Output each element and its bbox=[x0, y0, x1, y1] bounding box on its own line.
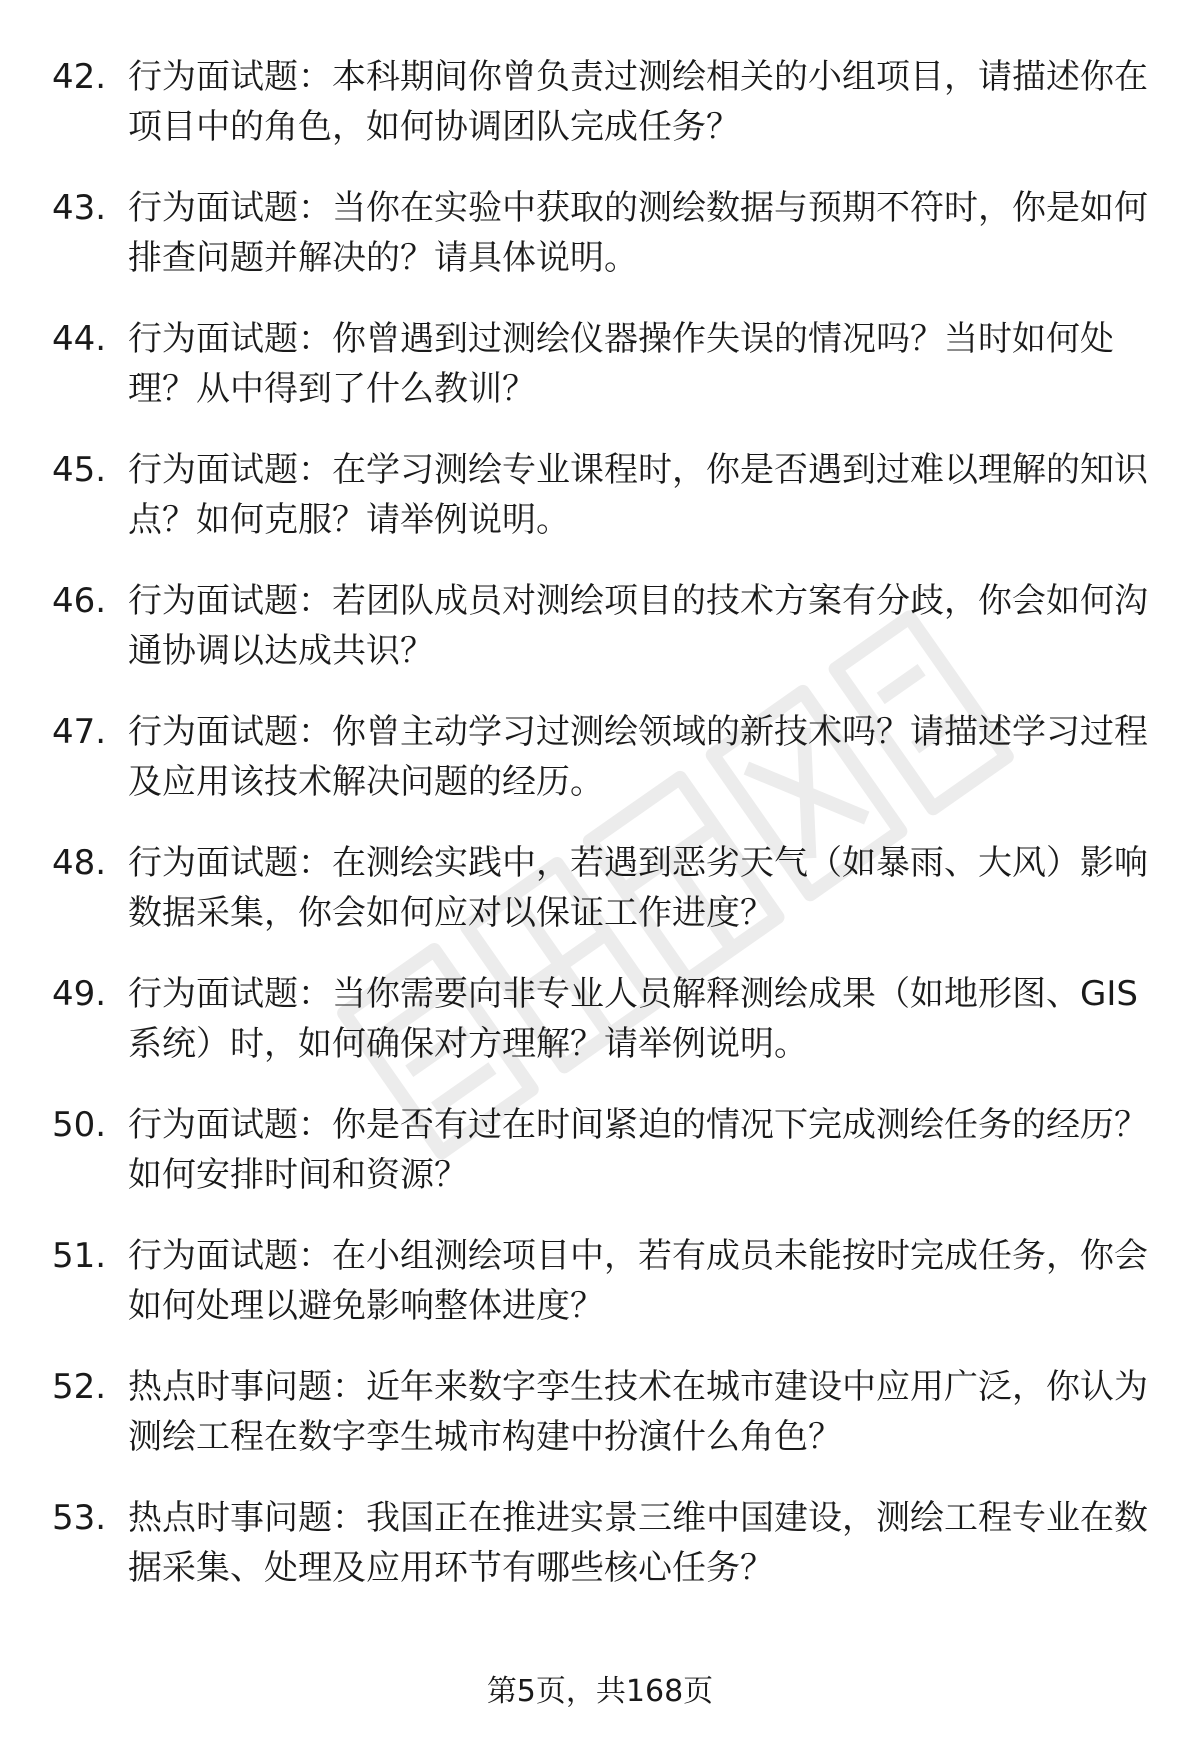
question-number: 50. bbox=[52, 1105, 107, 1145]
question-item bbox=[52, 838, 1152, 969]
question-item bbox=[52, 445, 1152, 576]
question-item bbox=[52, 314, 1152, 445]
question-text: 行为面试题：你曾遇到过测绘仪器操作失误的情况吗？当时如何处理？从中得到了什么教训？ bbox=[128, 319, 1114, 409]
question-item bbox=[52, 1362, 1152, 1493]
question-item bbox=[52, 1231, 1152, 1362]
question-number: 45. bbox=[52, 450, 107, 490]
question-text: 热点时事问题：近年来数字孪生技术在城市建设中应用广泛，你认为测绘工程在数字孪生城市构建中扮演什么角色？ bbox=[128, 1367, 1148, 1457]
question-text: 行为面试题：你是否有过在时间紧迫的情况下完成测绘任务的经历？如何安排时间和资源？ bbox=[128, 1105, 1148, 1195]
question-text: 行为面试题：若团队成员对测绘项目的技术方案有分歧，你会如何沟通协调以达成共识？ bbox=[128, 581, 1148, 671]
question-text: 行为面试题：在测绘实践中，若遇到恶劣天气（如暴雨、大风）影响数据采集，你会如何应对以保证工作进度？ bbox=[128, 843, 1148, 933]
question-number: 49. bbox=[52, 974, 107, 1014]
question-item bbox=[52, 183, 1152, 314]
question-number: 51. bbox=[52, 1236, 107, 1276]
question-number: 47. bbox=[52, 712, 107, 752]
question-text: 行为面试题：当你需要向非专业人员解释测绘成果（如地形图、GIS系统）时，如何确保对方理解？请举例说明。 bbox=[128, 974, 1138, 1064]
question-number: 53. bbox=[52, 1498, 107, 1538]
question-item bbox=[52, 52, 1152, 183]
question-text: 行为面试题：在学习测绘专业课程时，你是否遇到过难以理解的知识点？如何克服？请举例说明。 bbox=[128, 450, 1148, 540]
question-item bbox=[52, 576, 1152, 707]
question-number: 52. bbox=[52, 1367, 107, 1407]
question-number: 42. bbox=[52, 57, 107, 97]
page-footer: 第5页，共168页 bbox=[486, 1674, 714, 1709]
question-number: 46. bbox=[52, 581, 107, 621]
question-item bbox=[52, 969, 1152, 1100]
question-text: 热点时事问题：我国正在推进实景三维中国建设，测绘工程专业在数据采集、处理及应用环节有哪些核心任务？ bbox=[128, 1498, 1148, 1588]
question-text: 行为面试题：你曾主动学习过测绘领域的新技术吗？请描述学习过程及应用该技术解决问题的经历。 bbox=[128, 712, 1148, 802]
question-text: 行为面试题：在小组测绘项目中，若有成员未能按时完成任务，你会如何处理以避免影响整体进度？ bbox=[128, 1236, 1148, 1326]
question-number: 48. bbox=[52, 843, 107, 883]
question-item bbox=[52, 1100, 1152, 1231]
question-item bbox=[52, 707, 1152, 838]
question-item bbox=[52, 1493, 1152, 1624]
question-number: 44. bbox=[52, 319, 107, 359]
question-text: 行为面试题：本科期间你曾负责过测绘相关的小组项目，请描述你在项目中的角色，如何协调团队完成任务？ bbox=[128, 57, 1148, 147]
question-number: 43. bbox=[52, 188, 107, 228]
question-list bbox=[52, 52, 1152, 1624]
question-text: 行为面试题：当你在实验中获取的测绘数据与预期不符时，你是如何排查问题并解决的？请具体说明。 bbox=[128, 188, 1148, 278]
